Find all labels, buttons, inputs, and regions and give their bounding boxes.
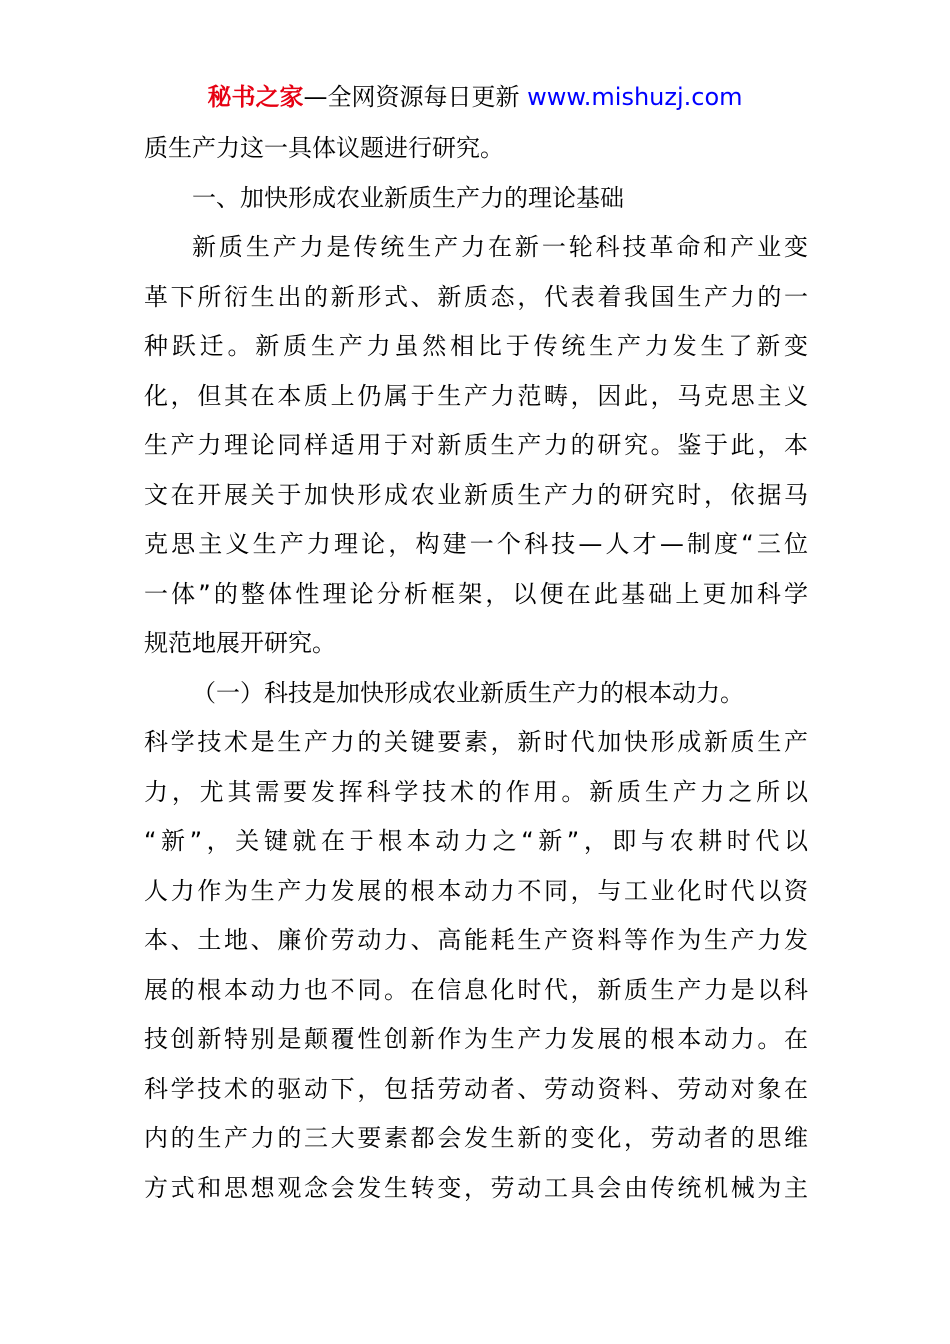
paragraph-line: 文在开展关于加快形成农业新质生产力的研究时，依据马 (144, 480, 808, 509)
paragraph-line: “新”，关键就在于根本动力之“新”，即与农耕时代以 (144, 827, 808, 855)
brand-name: 秘书之家 (207, 83, 304, 111)
header-tagline: —全网资源每日更新 (303, 83, 528, 111)
paragraph-line: 克思主义生产力理论，构建一个科技—人才—制度“三位 (144, 530, 808, 558)
paragraph-line: 人力作为生产力发展的根本动力不同，与工业化时代以资 (144, 876, 808, 905)
paragraph-line: 技创新特别是颠覆性创新作为生产力发展的根本动力。在 (144, 1025, 808, 1053)
paragraph-line: 本、土地、廉价劳动力、高能耗生产资料等作为生产力发 (144, 926, 808, 954)
paragraph-line: 方式和思想观念会发生转变，劳动工具会由传统机械为主 (144, 1173, 808, 1202)
paragraph-line: 化，但其在本质上仍属于生产力范畴，因此，马克思主义 (144, 381, 808, 410)
page-header (0, 80, 950, 114)
paragraph-line: 规范地展开研究。 (144, 629, 336, 657)
section-heading: 一、加快形成农业新质生产力的理论基础 (192, 183, 624, 212)
paragraph-line: 质生产力这一具体议题进行研究。 (144, 134, 504, 162)
paragraph-line: 生产力理论同样适用于对新质生产力的研究。鉴于此，本 (144, 431, 808, 459)
paragraph-line: 展的根本动力也不同。在信息化时代，新质生产力是以科 (144, 975, 808, 1004)
paragraph-line: 一体”的整体性理论分析框架，以便在此基础上更加科学 (144, 579, 808, 608)
paragraph-line: 科学技术的驱动下，包括劳动者、劳动资料、劳动对象在 (144, 1074, 808, 1103)
paragraph-line: 新质生产力是传统生产力在新一轮科技革命和产业变 (192, 233, 808, 261)
paragraph-line: 力，尤其需要发挥科学技术的作用。新质生产力之所以 (144, 777, 808, 806)
paragraph-line: 科学技术是生产力的关键要素，新时代加快形成新质生产 (144, 728, 808, 756)
site-url-link[interactable]: www.mishuzj.com (527, 83, 743, 111)
subsection-heading: （一）科技是加快形成农业新质生产力的根本动力。 (192, 678, 744, 707)
paragraph-line: 内的生产力的三大要素都会发生新的变化，劳动者的思维 (144, 1124, 808, 1152)
paragraph-line: 种跃迁。新质生产力虽然相比于传统生产力发生了新变 (144, 332, 808, 360)
paragraph-line: 革下所衍生出的新形式、新质态，代表着我国生产力的一 (144, 282, 808, 311)
document-body (144, 124, 808, 1213)
